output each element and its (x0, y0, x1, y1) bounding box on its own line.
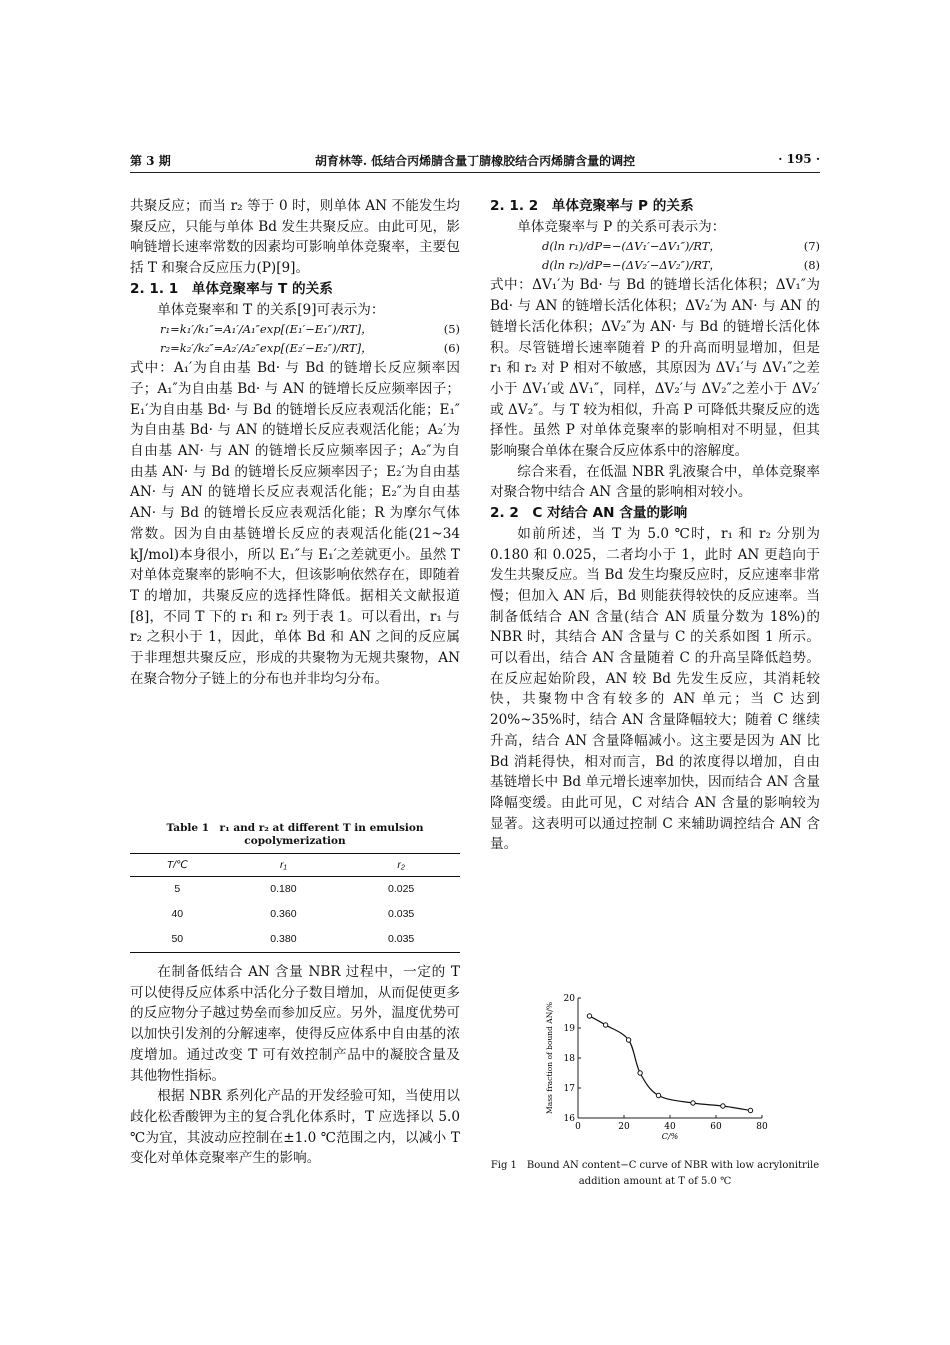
y-axis-label: Mass fraction of bound AN/% (545, 1002, 554, 1114)
x-tick-label: 0 (575, 1122, 581, 1132)
equation-6 (130, 339, 460, 358)
paragraph: 单体竞聚率和 T 的关系[9]可表示为： (157, 301, 385, 318)
figure-1 (540, 990, 780, 1140)
equation-number: (5) (443, 322, 460, 337)
equation-text: d(ln r₂)/dP=−(ΔV₂′−ΔV₂″)/RT， (542, 258, 721, 273)
figure-caption-line: addition amount at T of 5.0 ℃ (578, 1176, 732, 1187)
section-heading: 2. 1. 2 单体竞聚率与 P 的关系 (490, 198, 694, 214)
data-table (130, 853, 460, 953)
table-cell: 0.035 (342, 927, 460, 953)
y-tick-label: 18 (563, 1054, 575, 1064)
paragraph: 单体竞聚率与 P 的关系可表示为： (517, 218, 726, 235)
paragraph: 如前所述，当 T 为 5.0 ℃时，r₁ 和 r₂ 分别为 0.180 和 0.025，二者均小于 1，此时 AN 更趋向于发生共聚反应。当 Bd 发生均聚反应时，反应速率非常慢；但加入 AN 后，Bd 则能获得较快的反应速率。当制备低结合 AN 含量(结合 AN 质量分数为 18%)的 NBR 时，其结合 AN 含量与 C 的关系如图 1 所示。可以看出，结合 AN 含量随着 C 的升高呈降低趋势。在反应起始阶段，AN 较 Bd 先发生反应，其消耗较快，共聚物中含有较多的 AN 单元；当 C 达到 20%~35%时，结合 AN 含量降幅较大；随着 C 继续升高，结合 AN 含量降幅减小。这主要是因为 AN 比 Bd 消耗得快，相对而言，Bd 的浓度得以增加，自由基链增长中 Bd 单元增长速率加快，因而结合 AN 含量降幅变缓。由此可见，C 对结合 AN 含量的影响较为显著。这表明可以通过控制 C 来辅助调控结合 AN 含量。 (490, 525, 820, 853)
y-tick-label: 20 (563, 994, 575, 1004)
section-heading: 2. 2 C 对结合 AN 含量的影响 (490, 505, 688, 522)
figure-caption (490, 1158, 820, 1190)
y-tick-label: 19 (563, 1024, 575, 1034)
table-header: T/℃ (130, 854, 225, 877)
equation-number: (6) (443, 341, 460, 356)
data-point (603, 1023, 607, 1027)
table-cell: 0.360 (270, 908, 297, 920)
data-point (656, 1093, 660, 1097)
x-tick-label: 40 (664, 1122, 676, 1132)
table-row (130, 927, 460, 953)
data-point (721, 1104, 725, 1108)
series-line (590, 1016, 751, 1111)
running-title: 胡育林等. 低结合丙烯腈含量丁腈橡胶结合丙烯腈含量的调控 (314, 154, 636, 168)
table-row (130, 902, 460, 927)
equation-text: d(ln r₁)/dP=−(ΔV₁′−ΔV₁″)/RT， (542, 239, 721, 254)
table-1 (130, 820, 460, 953)
table-cell: 0.025 (388, 883, 415, 895)
equation-7 (490, 237, 820, 256)
page-number: · 195 · (778, 152, 820, 166)
right-column (490, 196, 820, 855)
x-tick-label: 80 (756, 1122, 768, 1132)
issue-number: 第 3 期 (130, 154, 171, 168)
x-tick-label: 60 (710, 1122, 722, 1132)
equation-5 (130, 320, 460, 339)
chart-svg (540, 990, 780, 1140)
running-header (130, 150, 820, 173)
table-cell: 5 (174, 883, 181, 895)
x-tick-label: 20 (618, 1122, 630, 1132)
equation-number: (8) (803, 258, 820, 273)
table-cell: 0.180 (270, 883, 297, 895)
paragraph: 根据 NBR 系列化产品的开发经验可知，当使用以歧化松香酸钾为主的复合乳化体系时，T 应选择以 5.0 ℃为宜，其波动应控制在±1.0 ℃范围之内，以减小 T 变化对单体竞聚率产生的影响。 (130, 1088, 460, 1167)
equation-text: r₂=k₂′/k₂″=A₂′/A₂″exp[(E₂′−E₂″)/RT]， (160, 341, 373, 356)
left-column-lower (130, 962, 460, 1169)
table-header: r₁ (225, 854, 343, 877)
table-cell: 0.380 (225, 927, 343, 953)
data-point (691, 1101, 695, 1105)
table-row (130, 877, 460, 903)
data-point (638, 1071, 642, 1075)
table-header: r₂ (342, 854, 460, 877)
data-point (748, 1108, 752, 1112)
paragraph: 在制备低结合 AN 含量 NBR 过程中，一定的 T 可以使得反应体系中活化分子数目增加，从而促使更多的反应物分子越过势垒而参加反应。另外，温度优势可以加快引发剂的分解速率，使得反应体系中自由基的浓度增加。通过改变 T 可有效控制产品中的凝胶含量及其他物性指标。 (130, 964, 460, 1084)
table-cell: 40 (171, 908, 184, 920)
paragraph: 式中：A₁′为自由基 Bd· 与 Bd 的链增长反应频率因子；A₁″为自由基 Bd· 与 AN 的链增长反应频率因子；E₁′为自由基 Bd· 与 Bd 的链增长反应表观活化能；E₁″为自由基 Bd· 与 AN 的链增长反应表观活化能；A₂′为自由基 AN· 与 AN 的链增长反应频率因子；A₂″为自由基 AN· 与 Bd 的链增长反应频率因子；E₂′为自由基 AN· 与 AN 的链增长反应表观活化能；E₂″为自由基 AN· 与 Bd 的链增长反应表观活化能；R 为摩尔气体常数。因为自由基链增长反应的表观活化能(21~34 kJ/mol)本身很小，所以 E₁″与 E₁′之差就更小。虽然 T 对单体竞聚率的影响不大，但该影响依然存在，即随着 T 的增加，共聚反应的选择性降低。据相关文献报道[8]，不同 T 下的 r₁ 和 r₂ 列于表 1。可以看出，r₁ 与 r₂ 之积小于 1，因此，单体 Bd 和 AN 之间的反应属于非理想共聚反应，形成的共聚物为无规共聚物，AN 在聚合物分子链上的分布也并非均匀分布。 (130, 360, 460, 687)
data-point (587, 1014, 591, 1018)
figure-caption-line: Fig 1 Bound AN content−C curve of NBR with low acrylonitrile (490, 1160, 820, 1171)
left-column (130, 196, 460, 689)
section-heading: 2. 1. 1 单体竞聚率与 T 的关系 (130, 280, 333, 297)
equation-number: (7) (803, 239, 820, 254)
table-cell: 0.035 (388, 908, 415, 920)
data-point (626, 1038, 630, 1042)
x-axis-label: C/% (661, 1132, 679, 1140)
paragraph: 共聚反应；而当 r₂ 等于 0 时，则单体 AN 不能发生均聚反应，只能与单体 Bd 发生共聚反应。由此可见，影响链增长速率常数的因素均可影响单体竞聚率，主要包括 T 和聚合反应压力(P)[9]。 (130, 198, 460, 277)
table-cell: 50 (130, 927, 225, 953)
y-tick-label: 17 (563, 1084, 575, 1094)
paragraph: 式中：ΔV₁′为 Bd· 与 Bd 的链增长活化体积；ΔV₁″为 Bd· 与 AN 的链增长活化体积；ΔV₂′为 AN· 与 AN 的链增长活化体积；ΔV₂″为 AN· 与 Bd 的链增长活化体积。尽管链增长速率随着 P 的升高而明显增加，但是 r₁ 和 r₂ 对 P 相对不敏感，其原因为 ΔV₁′与 ΔV₁″之差小于 ΔV₁′或 ΔV₁″，同样，ΔV₂′与 ΔV₂″之差小于 ΔV₂′或 ΔV₂″。与 T 较为相似，升高 P 可降低共聚反应的选择性。虽然 P 对单体竞聚率的影响相对不明显，但其影响聚合单体在聚合反应体系中的溶解度。 (490, 277, 820, 460)
table-caption: Table 1 r₁ and r₂ at different T in emulsion copolymerization (166, 822, 424, 847)
y-tick-label: 16 (563, 1114, 575, 1124)
paragraph: 综合来看，在低温 NBR 乳液聚合中，单体竞聚率对聚合物中结合 AN 含量的影响相对较小。 (490, 463, 820, 501)
equation-8 (490, 256, 820, 275)
equation-text: r₁=k₁′/k₁″=A₁′/A₁″exp[(E₁′−E₁″)/RT]， (160, 322, 373, 337)
